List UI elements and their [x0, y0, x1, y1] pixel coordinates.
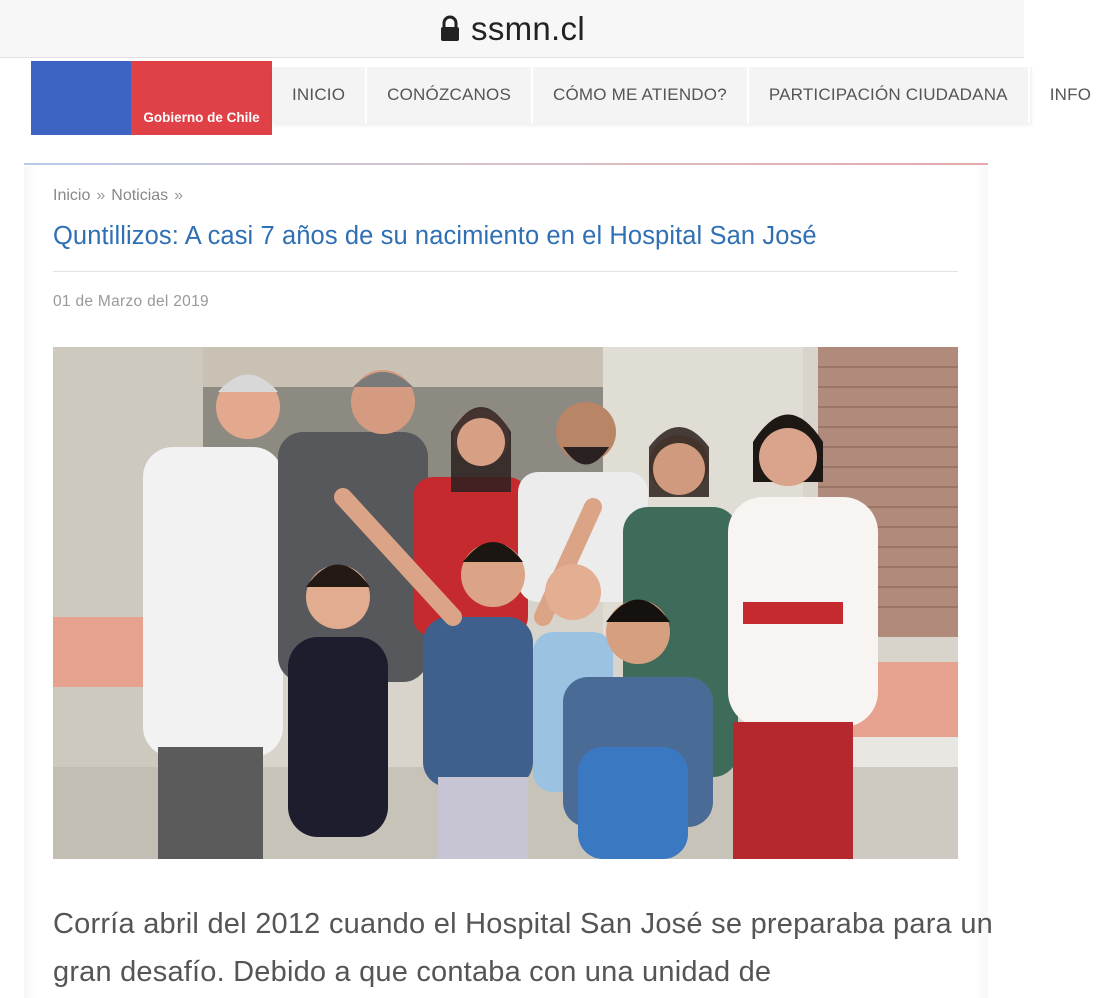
logo-blue-block	[31, 61, 131, 135]
nav-item-como-me-atiendo[interactable]: CÓMO ME ATIENDO?	[533, 67, 749, 123]
group-photo-illustration	[53, 347, 958, 859]
gobierno-de-chile-logo[interactable]	[31, 61, 272, 135]
logo-text: Gobierno de Chile	[143, 110, 260, 125]
main-nav	[272, 67, 1092, 123]
article-title: Quntillizos: A casi 7 años de su nacimiento en el Hospital San José	[53, 222, 817, 250]
nav-item-inicio[interactable]: INICIO	[272, 67, 367, 123]
header-divider	[24, 163, 988, 165]
breadcrumb	[53, 187, 189, 205]
article-photo	[53, 347, 958, 859]
site-header	[0, 58, 1092, 148]
breadcrumb-separator: »	[96, 187, 106, 204]
nav-item-info[interactable]: INFO	[1030, 67, 1113, 123]
breadcrumb-noticias[interactable]: Noticias	[111, 187, 169, 204]
logo-red-block	[131, 61, 272, 135]
nav-item-conozcanos[interactable]: CONÓZCANOS	[367, 67, 533, 123]
title-divider	[53, 271, 958, 272]
article-date: 01 de Marzo del 2019	[53, 293, 209, 310]
url-text[interactable]: ssmn.cl	[471, 9, 585, 47]
breadcrumb-inicio[interactable]: Inicio	[53, 187, 91, 204]
breadcrumb-separator: »	[174, 187, 184, 204]
nav-item-participacion-ciudadana[interactable]: PARTICIPACIÓN CIUDADANA	[749, 67, 1030, 123]
browser-address-bar[interactable]	[0, 0, 1024, 58]
article-body: Corría abril del 2012 cuando el Hospital San José se preparaba para un gran desafío. Debido a que contaba con una unidad de	[53, 908, 993, 988]
lock-icon	[439, 16, 461, 42]
